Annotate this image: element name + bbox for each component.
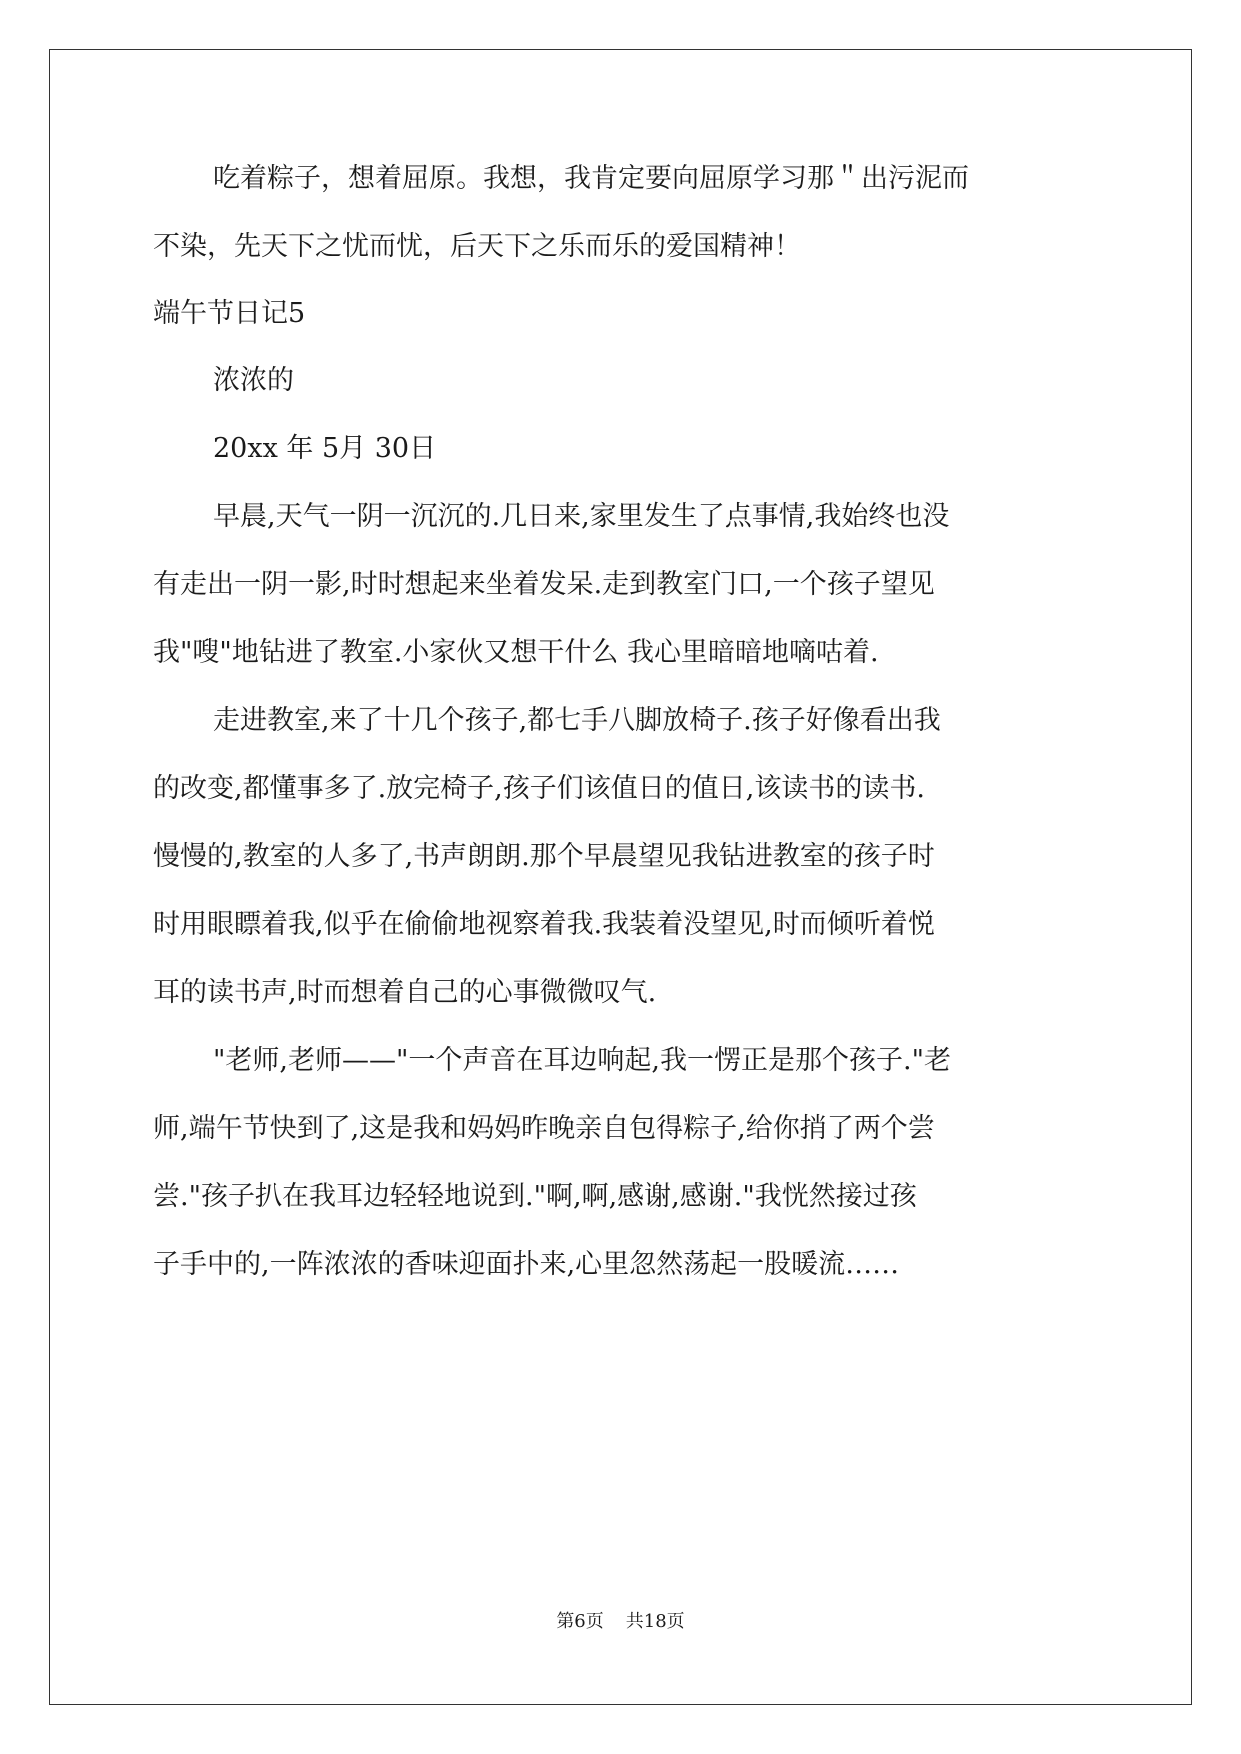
- paragraph-line: 浓浓的: [213, 365, 294, 396]
- document-body: [153, 160, 1093, 1283]
- page-footer: [0, 1610, 1241, 1634]
- section-title: 端午节日记5: [153, 298, 306, 329]
- paragraph-line: 不染，先天下之忧而忧，后天下之乐而乐的爱国精神！: [153, 231, 801, 262]
- paragraph-line: 师,端午节快到了,这是我和妈妈昨晚亲自包得粽子,给你捎了两个尝: [153, 1113, 935, 1144]
- paragraph-line: 我"嗖"地钻进了教室.小家伙又想干什么 我心里暗暗地嘀咕着.: [153, 637, 879, 668]
- paragraph-line: 走进教室,来了十几个孩子,都七手八脚放椅子.孩子好像看出我: [213, 705, 941, 736]
- paragraph-line: 有走出一阴一影,时时想起来坐着发呆.走到教室门口,一个孩子望见: [153, 569, 935, 600]
- paragraph-line: 早晨,天气一阴一沉沉的.几日来,家里发生了点事情,我始终也没: [213, 501, 950, 532]
- paragraph-line: 子手中的,一阵浓浓的香味迎面扑来,心里忽然荡起一股暖流……: [153, 1249, 900, 1280]
- page-number: 第6页: [556, 1611, 604, 1632]
- paragraph-line: 耳的读书声,时而想着自己的心事微微叹气.: [153, 977, 657, 1008]
- paragraph-line: 吃着粽子，想着屈原。我想，我肯定要向屈原学习那＂出污泥而: [213, 163, 969, 194]
- paragraph-line: 的改变,都懂事多了.放完椅子,孩子们该值日的值日,该读书的读书.: [153, 773, 925, 804]
- page-total: 共18页: [625, 1611, 685, 1632]
- paragraph-line: 慢慢的,教室的人多了,书声朗朗.那个早晨望见我钻进教室的孩子时: [153, 841, 935, 872]
- paragraph-line: 尝."孩子扒在我耳边轻轻地说到."啊,啊,感谢,感谢."我恍然接过孩: [153, 1181, 917, 1212]
- date-line: 20xx 年 5月 30日: [213, 433, 437, 464]
- paragraph-line: "老师,老师——"一个声音在耳边响起,我一愣正是那个孩子."老: [213, 1045, 952, 1076]
- paragraph-line: 时用眼瞟着我,似乎在偷偷地视察着我.我装着没望见,时而倾听着悦: [153, 909, 935, 940]
